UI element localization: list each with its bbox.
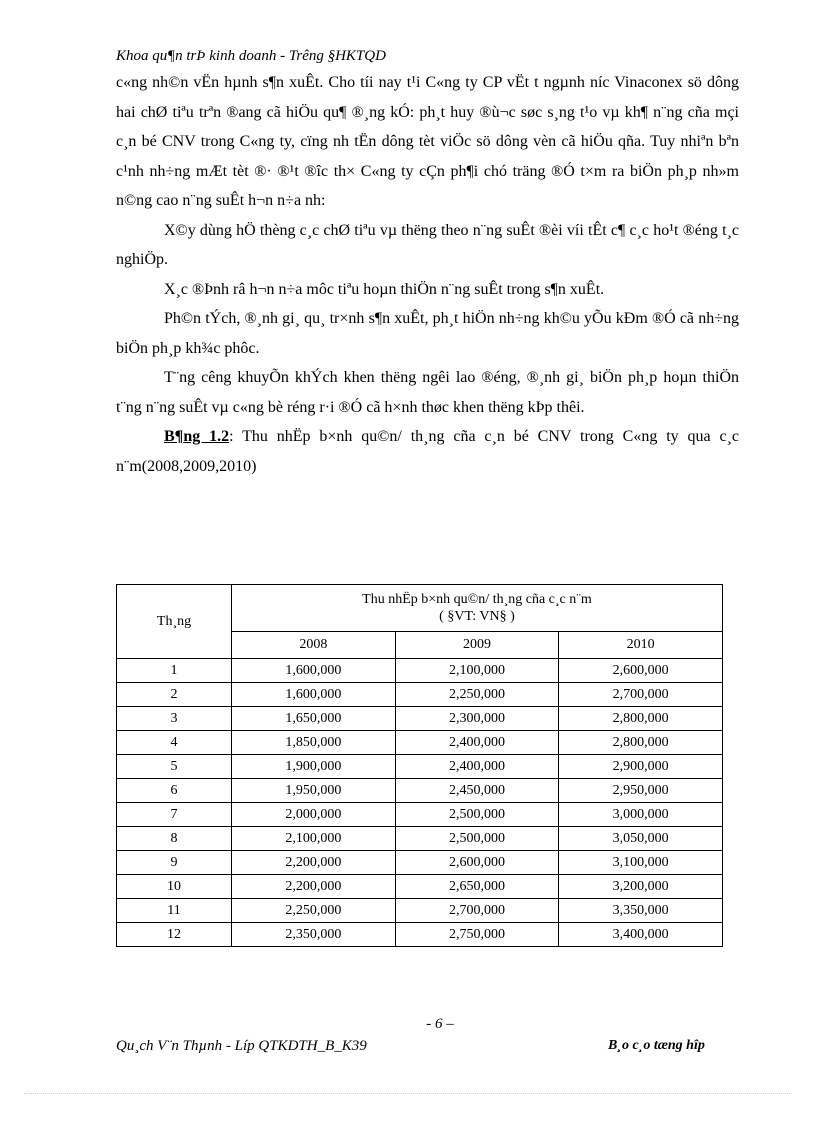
income-cell: 3,200,000 [559,875,723,899]
income-cell: 1,600,000 [232,683,396,707]
income-cell: 2,600,000 [559,659,723,683]
table-caption [116,422,739,481]
month-cell: 7 [117,803,232,827]
income-cell: 2,900,000 [559,755,723,779]
income-cell: 3,350,000 [559,899,723,923]
income-cell: 2,200,000 [232,875,396,899]
paragraph-item: T¨ng cêng khuyÕn khÝch khen thëng ngêi lao ®éng, ®¸nh gi¸ biÖn ph¸p hoµn thiÖn t¨ng n¨ng suÊt vµ c«ng bè réng r·i ®Ó cã h×nh thøc khen thëng kÞp thêi. [116,369,739,416]
income-cell: 2,800,000 [559,731,723,755]
month-cell: 11 [117,899,232,923]
income-cell: 3,400,000 [559,923,723,947]
income-cell: 2,700,000 [395,899,559,923]
table-body [117,659,723,947]
month-cell: 2 [117,683,232,707]
income-cell: 3,000,000 [559,803,723,827]
table-row [117,851,723,875]
month-cell: 1 [117,659,232,683]
income-cell: 2,500,000 [395,803,559,827]
table-row [117,731,723,755]
income-cell: 2,600,000 [395,851,559,875]
income-cell: 2,950,000 [559,779,723,803]
body-text [116,68,739,481]
income-cell: 2,100,000 [232,827,396,851]
month-cell: 3 [117,707,232,731]
footer-title: B¸o c¸o tæng hîp [608,1038,705,1053]
table-row [117,755,723,779]
page-header: Khoa qu¶n trÞ kinh doanh - Trêng §HKTQD [116,48,386,64]
income-cell: 2,800,000 [559,707,723,731]
year-header: 2009 [395,632,559,659]
paragraph-item: X©y dùng hÖ thèng c¸c chØ tiªu vµ thëng theo n¨ng suÊt ®èi víi tÊt c¶ c¸c ho¹t ®éng t¸c nghiÖp. [116,221,739,268]
table-row [117,899,723,923]
month-cell: 5 [117,755,232,779]
income-cell: 1,850,000 [232,731,396,755]
income-cell: 2,300,000 [395,707,559,731]
income-cell: 2,250,000 [395,683,559,707]
table-caption-label: B¶ng 1.2 [164,428,230,445]
income-cell: 2,700,000 [559,683,723,707]
income-cell: 2,650,000 [395,875,559,899]
paragraph-item: X¸c ®Þnh râ h¬n n÷a môc tiªu hoµn thiÖn n¨ng suÊt trong s¶n xuÊt. [164,280,605,298]
income-cell: 2,450,000 [395,779,559,803]
year-header: 2008 [232,632,396,659]
month-header: Th¸ng [117,585,232,659]
income-cell: 2,500,000 [395,827,559,851]
income-cell: 2,400,000 [395,755,559,779]
table-row [117,779,723,803]
table-row [117,827,723,851]
paragraph-item: Ph©n tÝch, ®¸nh gi¸ qu¸ tr×nh s¶n xuÊt, ph¸t hiÖn nh÷ng kh©u yÕu kÐm ®Ó cã nh÷ng biÖn ph¸p kh¾c phôc. [116,310,739,357]
income-cell: 3,050,000 [559,827,723,851]
year-header: 2010 [559,632,723,659]
table-row [117,875,723,899]
paragraph-intro: c«ng nh©n vËn hµnh s¶n xuÊt. Cho tíi nay t¹i C«ng ty CP vËt t ngµnh níc Vinaconex sö dông hai chØ tiªu trªn ®ang cã hiÖu qu¶ ®¸ng kÓ: ph¸t huy ®ù¬c søc s¸ng t¹o vµ kh¶ n¨ng cña mçi c¸n bé CNV trong C«ng ty, cïng nh tËn dông tèt viÖc sö dông vèn cã hiÖu qña. Tuy nhiªn bªn c¹nh nh÷ng mÆt tèt ®· ®¹t ®îc th× C«ng ty cÇn ph¶i chó träng ®Ó t×m ra biÖn ph¸p nh»m n©ng cao n¨ng suÊt h¬n n÷a nh: [116,74,739,209]
page-number: - 6 – [426,1016,454,1032]
income-cell: 1,950,000 [232,779,396,803]
month-cell: 8 [117,827,232,851]
table-caption-text: : Thu nhËp b×nh qu©n/ th¸ng cña c¸n bé CNV trong C«ng ty qua c¸c n¨m(2008,2009,2010) [116,428,739,475]
income-group-header [232,585,723,632]
income-cell: 2,000,000 [232,803,396,827]
income-cell: 2,750,000 [395,923,559,947]
income-group-title: Thu nhËp b×nh qu©n/ th¸ng cña c¸c n¨m [362,592,592,607]
income-table [116,584,723,947]
footer-author: Qu¸ch V¨n Thµnh - Líp QTKDTH_B_K39 [116,1038,367,1054]
table-row [117,683,723,707]
table-row [117,707,723,731]
month-cell: 6 [117,779,232,803]
income-cell: 2,100,000 [395,659,559,683]
income-cell: 2,400,000 [395,731,559,755]
income-unit: ( §VT: VN§ ) [439,609,515,624]
month-cell: 9 [117,851,232,875]
table-row [117,923,723,947]
income-cell: 1,600,000 [232,659,396,683]
page-bottom-divider [24,1093,792,1094]
income-cell: 1,900,000 [232,755,396,779]
income-cell: 2,200,000 [232,851,396,875]
income-cell: 2,250,000 [232,899,396,923]
month-cell: 4 [117,731,232,755]
income-cell: 3,100,000 [559,851,723,875]
income-cell: 1,650,000 [232,707,396,731]
table-row [117,659,723,683]
month-cell: 10 [117,875,232,899]
table-row [117,803,723,827]
income-cell: 2,350,000 [232,923,396,947]
month-cell: 12 [117,923,232,947]
